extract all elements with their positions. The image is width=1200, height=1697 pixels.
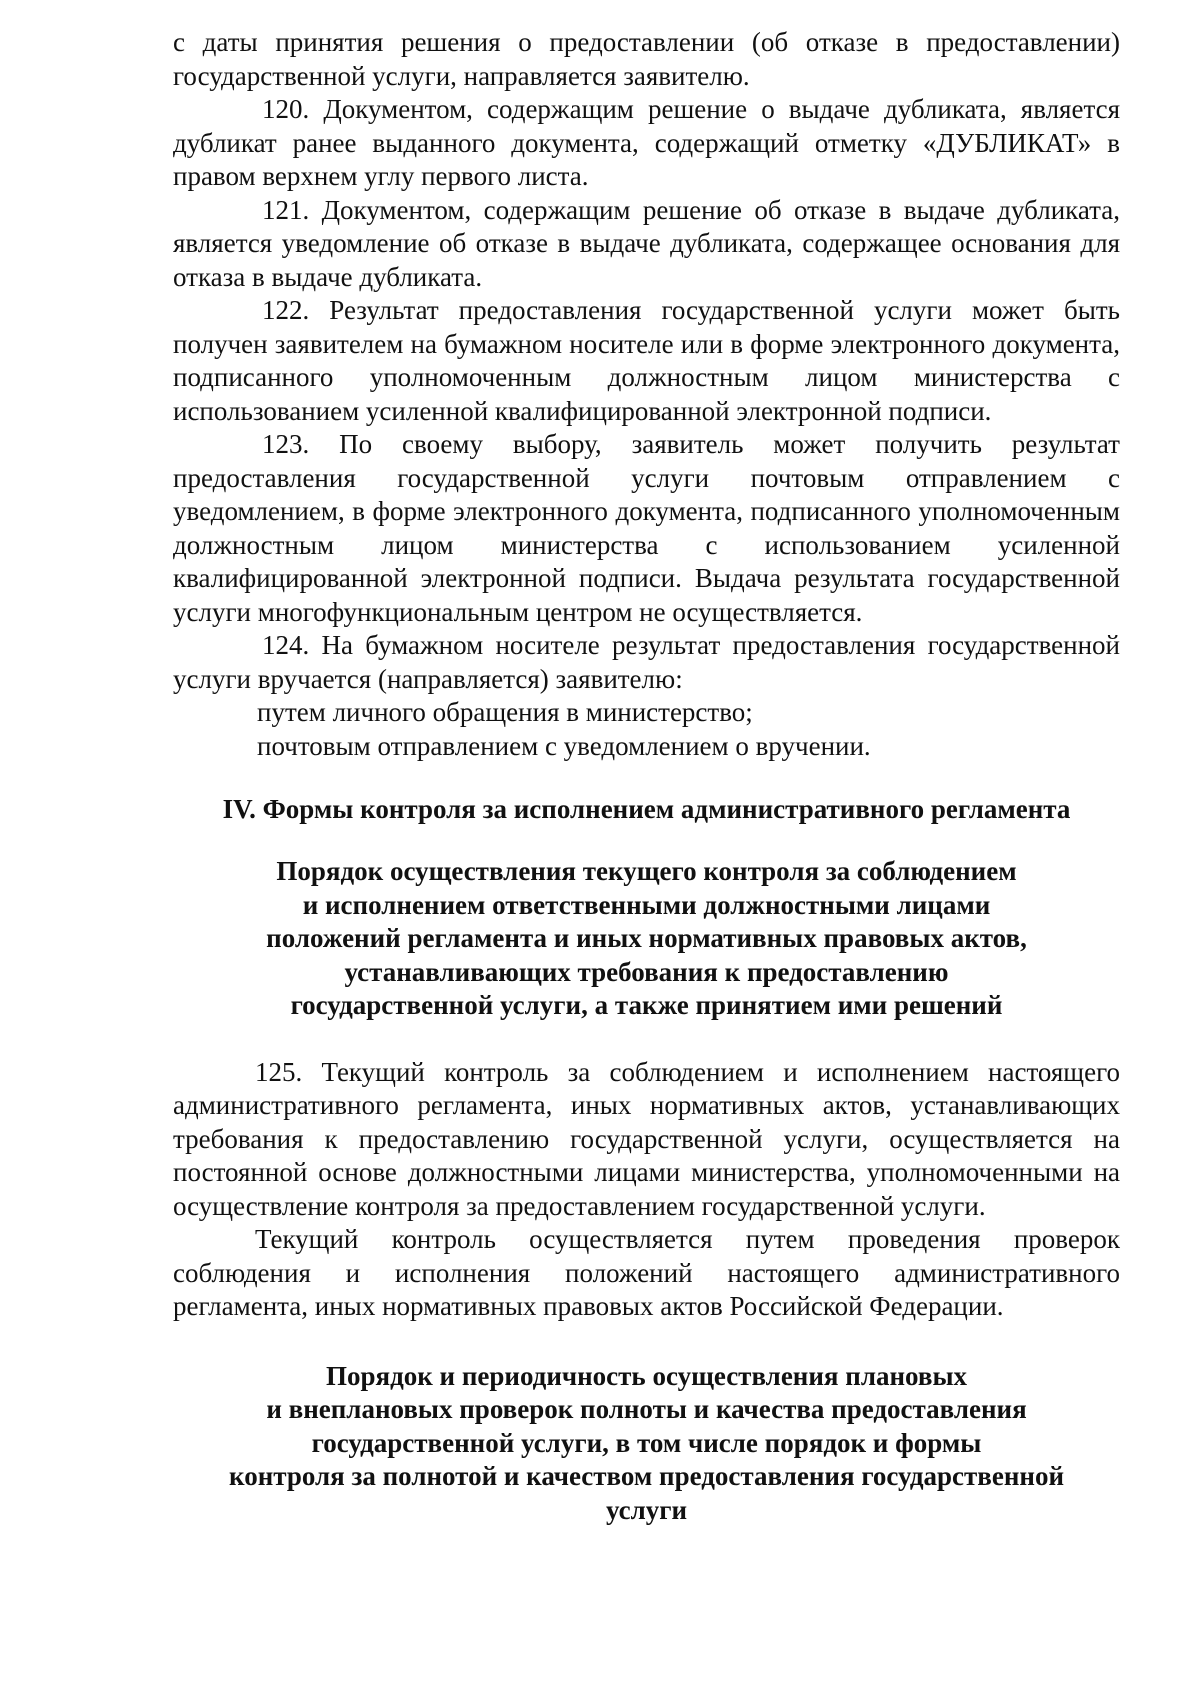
list-item: почтовым отправлением с уведомлением о вручении. [257, 730, 871, 761]
heading-line: Порядок и периодичность осуществления плановых [325, 1360, 968, 1391]
paragraph-124: 124. На бумажном носителе результат предоставления государственной услуги вручается (направляется) заявителю: [173, 630, 1120, 694]
heading-line: Порядок осуществления текущего контроля за соблюдением [276, 856, 1017, 886]
paragraph-125: 125. Текущий контроль за соблюдением и исполнением настоящего административного регламента, иных нормативных актов, устанавливающих требования к предоставлению государственной услуги, осуществляется на постоянной основе должностными лицами министерства, уполномоченными на осуществление контроля за предоставлением государственной услуги. [173, 1056, 1120, 1221]
paragraph-continuation: с даты принятия решения о предоставлении (об отказе в предоставлении) государственной услуги, направляется заявителю. [173, 27, 1120, 91]
heading-line: услуги [605, 1494, 688, 1525]
paragraph-121: 121. Документом, содержащим решение об отказе в выдаче дубликата, является уведомление об отказе в выдаче дубликата, содержащее основания для отказа в выдаче дубликата. [173, 194, 1120, 292]
subsection-heading-inspections [173, 1360, 1120, 1528]
paragraph-120: 120. Документом, содержащим решение о выдаче дубликата, является дубликат ранее выданного документа, содержащий отметку «ДУБЛИКАТ» в правом верхнем углу первого листа. [173, 94, 1120, 191]
paragraph-123: 123. По своему выбору, заявитель может получить результат предоставления государственной услуги почтовым отправлением с уведомлением, в форме электронного документа, подписанного уполномоченным должностным лицом министерства с использованием усиленной квалифицированной электронной подписи. Выдача результата государственной услуги многофункциональным центром не осуществляется. [173, 429, 1120, 627]
subsection-heading-current-control [173, 855, 1120, 1023]
heading-line: и исполнением ответственными должностными лицами [302, 889, 991, 920]
heading-line: и внеплановых проверок полноты и качества предоставления [266, 1394, 1027, 1424]
section-heading: IV. Формы контроля за исполнением административного регламента [222, 794, 1071, 824]
heading-line: положений регламента и иных нормативных правовых актов, [266, 923, 1027, 953]
upper-text-block [173, 26, 1120, 1560]
heading-line: устанавливающих требования к предоставлению [344, 956, 949, 987]
paragraph-current-control: Текущий контроль осуществляется путем проведения проверок соблюдения и исполнения положений настоящего административного регламента, иных нормативных правовых актов Российской Федерации. [173, 1224, 1120, 1321]
heading-line: контроля за полнотой и качеством предоставления государственной [229, 1461, 1064, 1491]
heading-line: государственной услуги, в том числе порядок и формы [311, 1427, 982, 1458]
list-item: путем личного обращения в министерство; [257, 697, 753, 727]
paragraph-122: 122. Результат предоставления государственной услуги может быть получен заявителем на бумажном носителе или в форме электронного документа, подписанного уполномоченным должностным лицом министерства с использованием усиленной квалифицированной электронной подписи. [173, 295, 1120, 426]
heading-line: государственной услуги, а также принятием ими решений [290, 990, 1003, 1020]
